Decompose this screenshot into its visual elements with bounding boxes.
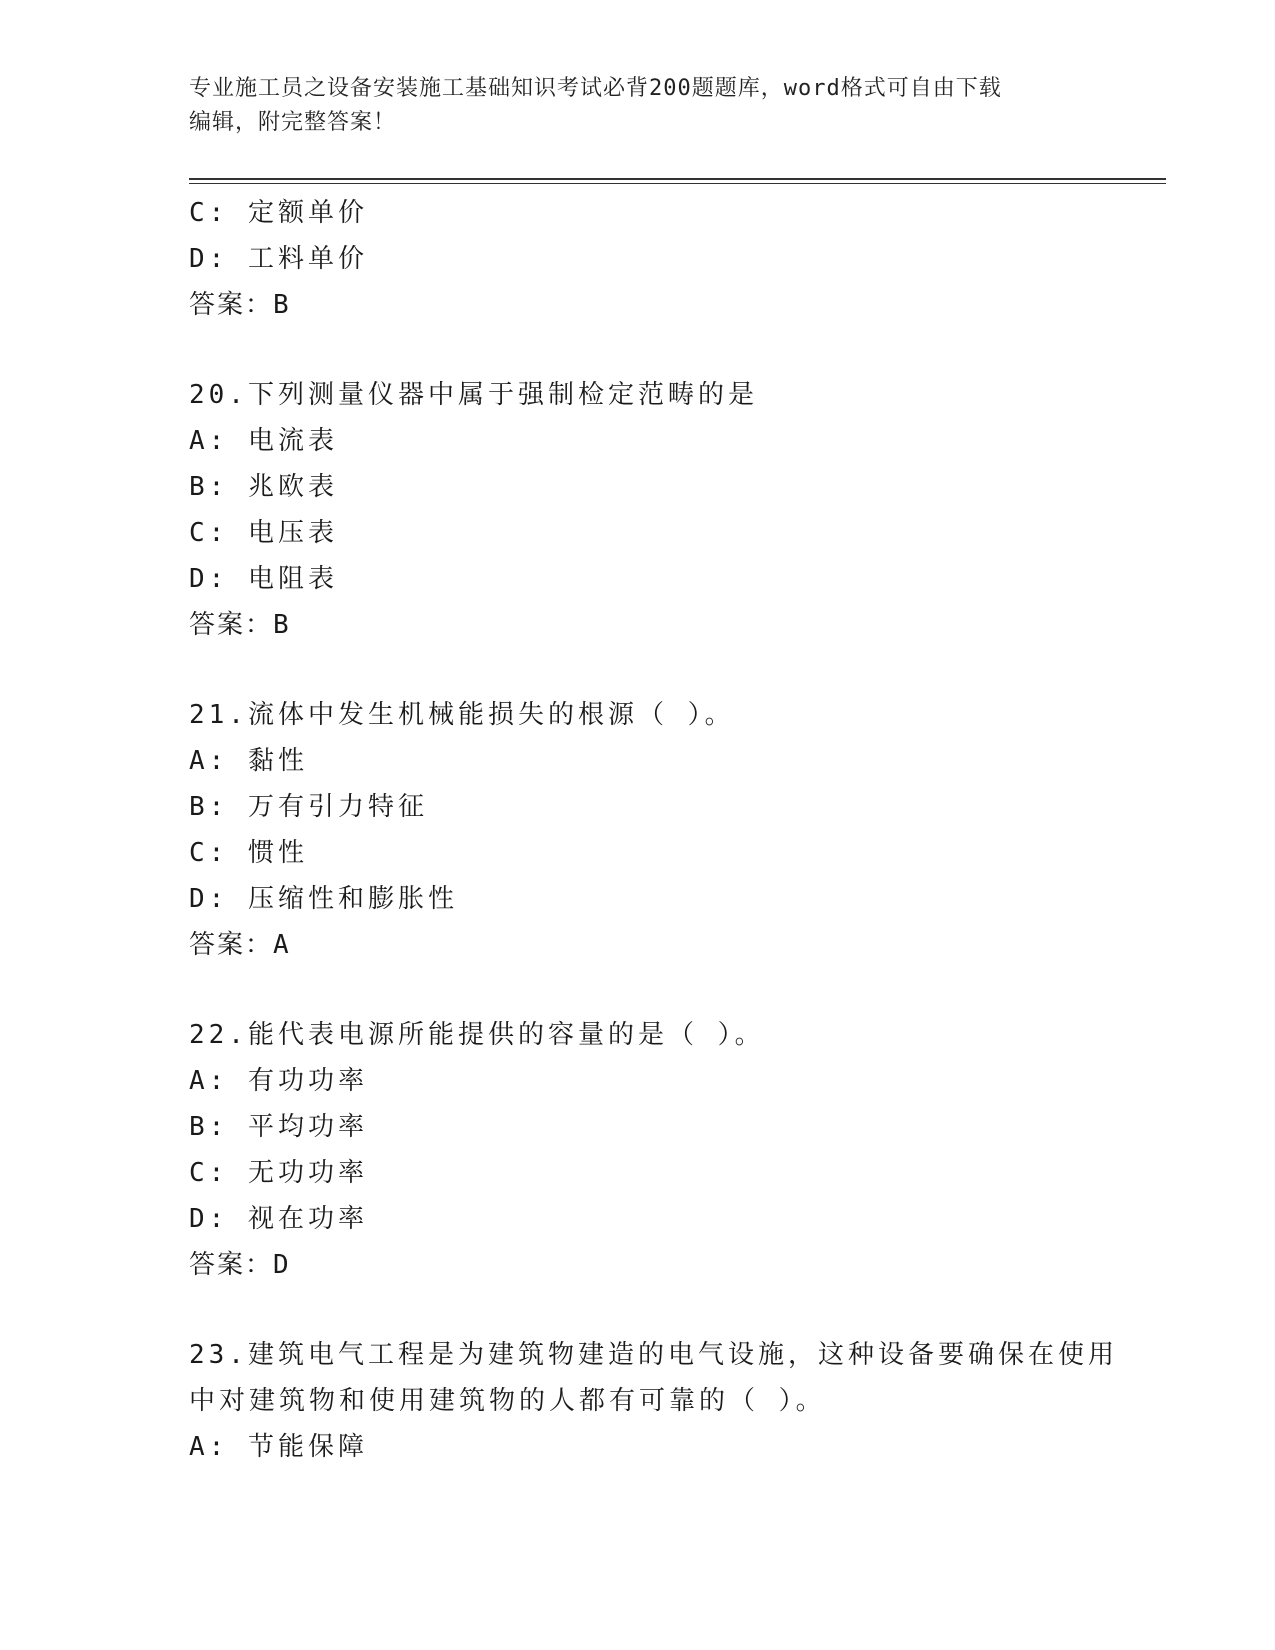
option-c: C: 定额单价 xyxy=(189,198,368,228)
header-rule-thick xyxy=(189,178,1166,180)
spacer xyxy=(189,1288,1089,1332)
spacer xyxy=(189,648,1089,692)
question-text: 21.流体中发生机械能损失的根源（ ）。 xyxy=(189,700,735,730)
option-c: C: 电压表 xyxy=(189,518,338,548)
answer-line: 答案：B xyxy=(189,290,291,320)
question-text-line-1: 23.建筑电气工程是为建筑物建造的电气设施，这种设备要确保在使用 xyxy=(189,1340,1118,1370)
option-b: B: 兆欧表 xyxy=(189,472,338,502)
option-d: D: 电阻表 xyxy=(189,564,338,594)
option-c: C: 无功功率 xyxy=(189,1158,368,1188)
question-text: 22.能代表电源所能提供的容量的是（ ）。 xyxy=(189,1020,765,1050)
answer-line: 答案：A xyxy=(189,930,291,960)
question-text: 20.下列测量仪器中属于强制检定范畴的是 xyxy=(189,380,758,410)
option-a: A: 有功功率 xyxy=(189,1066,368,1096)
option-d: D: 工料单价 xyxy=(189,244,368,274)
option-b: B: 平均功率 xyxy=(189,1112,368,1142)
option-d: D: 视在功率 xyxy=(189,1204,368,1234)
question-block-22 xyxy=(189,1012,1089,1288)
header-rule-thin xyxy=(189,183,1166,184)
document-header xyxy=(189,72,1089,140)
option-a: A: 电流表 xyxy=(189,426,338,456)
question-block-19 xyxy=(189,190,1089,328)
answer-line: 答案：D xyxy=(189,1250,291,1280)
spacer xyxy=(189,328,1089,372)
answer-line: 答案：B xyxy=(189,610,291,640)
option-a: A: 黏性 xyxy=(189,746,308,776)
question-block-21 xyxy=(189,692,1089,968)
question-text-line-2: 中对建筑物和使用建筑物的人都有可靠的（ ）。 xyxy=(189,1386,826,1416)
option-a: A: 节能保障 xyxy=(189,1432,368,1462)
option-b: B: 万有引力特征 xyxy=(189,792,428,822)
question-block-23 xyxy=(189,1332,1118,1470)
question-block-20 xyxy=(189,372,1089,648)
header-line-1: 专业施工员之设备安装施工基础知识考试必背200题题库，word格式可自由下载 xyxy=(189,76,1002,101)
header-line-2: 编辑，附完整答案！ xyxy=(189,110,397,135)
spacer xyxy=(189,968,1089,1012)
option-c: C: 惯性 xyxy=(189,838,308,868)
question-list xyxy=(189,190,1118,1470)
option-d: D: 压缩性和膨胀性 xyxy=(189,884,458,914)
